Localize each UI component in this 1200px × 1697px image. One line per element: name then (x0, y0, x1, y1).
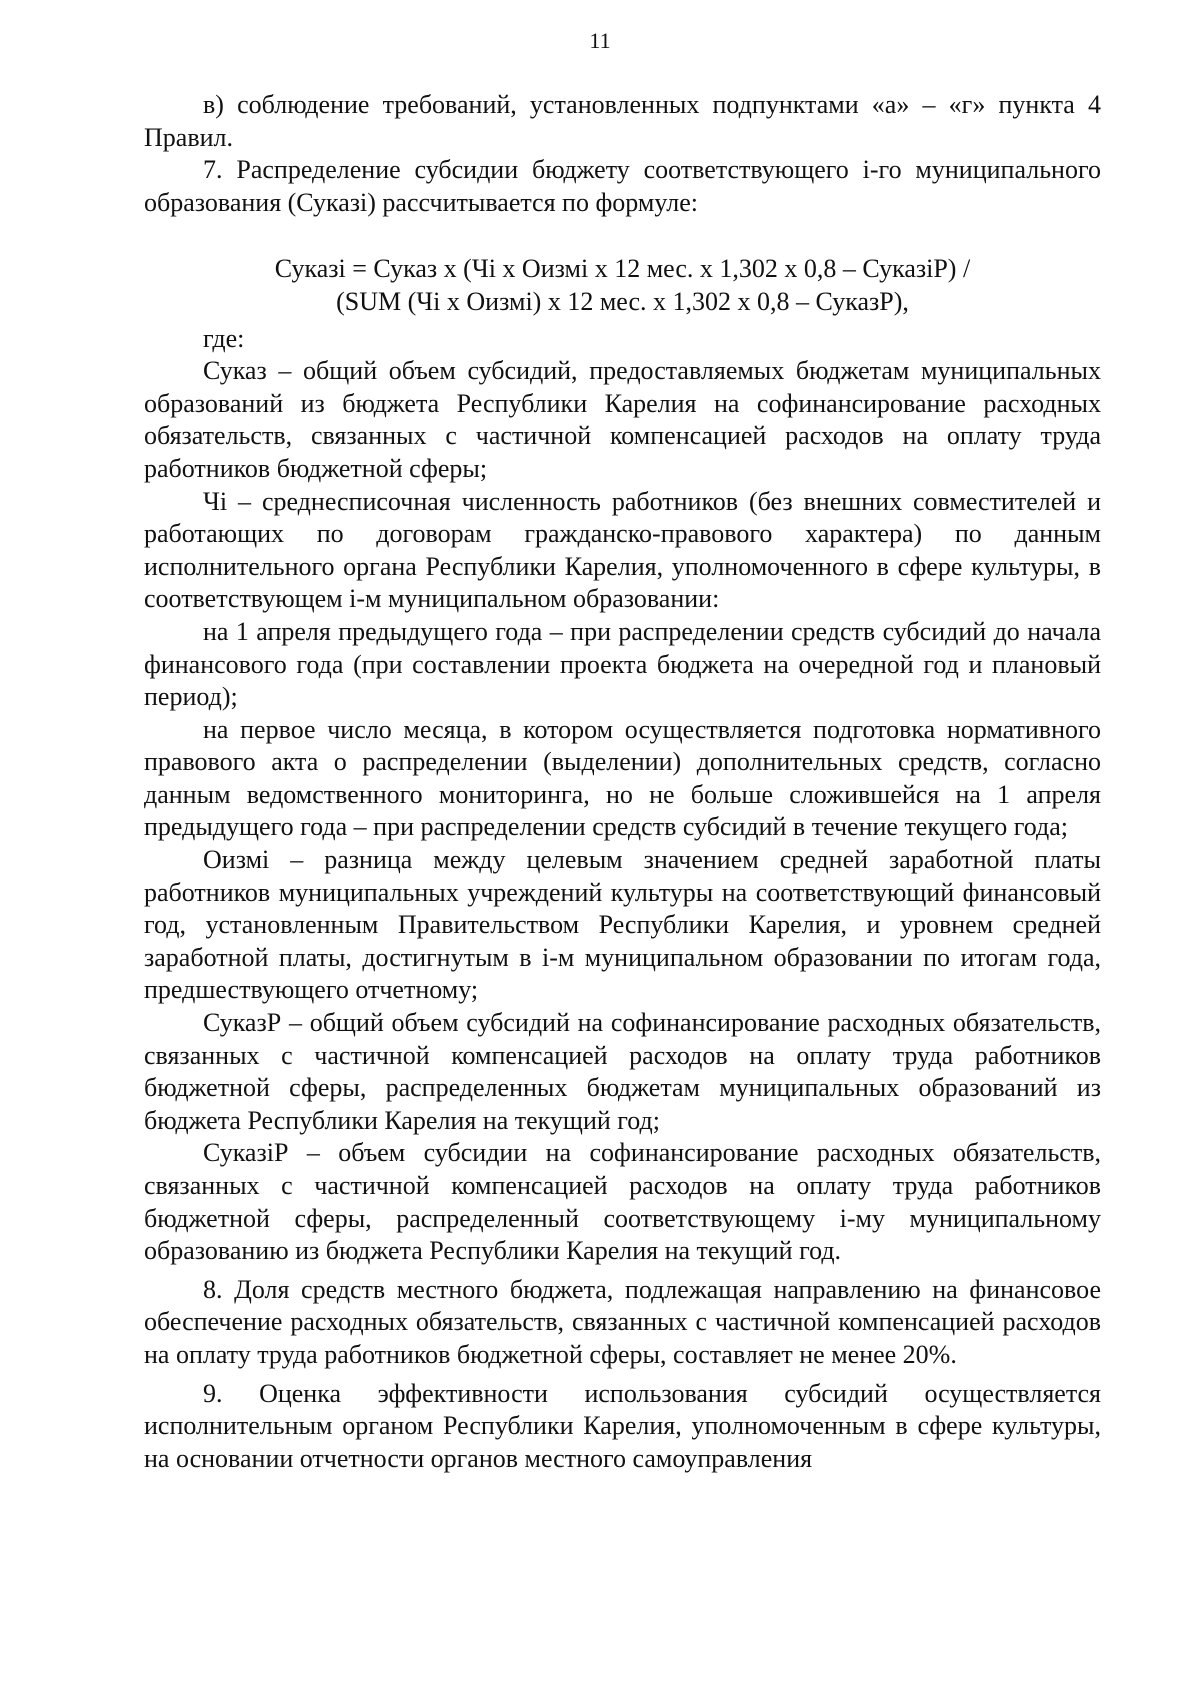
formula (144, 253, 1101, 318)
definition-oizmi: Оизмі – разница между целевым значением средней заработной платы работников муниципальных учреждений культуры на соответствующий финансовый год, установленным Правительством Республики Карелия, и уровнем средней заработной платы, достигнутым в і-м муниципальном образовании по итогам года, предшествующего отчетному; (144, 845, 1101, 1005)
formula-line-1: Суказі = Суказ х (Чі х Оизмі х 12 мес. х 1,302 х 0,8 – СуказіР) / (274, 254, 971, 284)
paragraph-subitem-v: в) соблюдение требований, установленных подпунктами «а» – «г» пункта 4 Правил. (144, 90, 1101, 152)
definition-chi-month: на первое число месяца, в котором осуществляется подготовка нормативного правового акта о распределении (выделении) дополнительных средств, согласно данным ведомственного мониторинга, но не больше сложившейся на 1 апреля предыдущего года – при распределении средств субсидий в течение текущего года; (144, 714, 1101, 842)
formula-line-2: (SUM (Чі х Оизмі) х 12 мес. х 1,302 х 0,8 – СуказР), (336, 286, 909, 316)
paragraph-8: 8. Доля средств местного бюджета, подлежащая направлению на финансовое обеспечение расходных обязательств, связанных с частичной компенсацией расходов на оплату труда работников бюджетной сферы, составляет не менее 20%. (144, 1274, 1101, 1369)
paragraph-9: 9. Оценка эффективности использования субсидий осуществляется исполнительным органом Республики Карелия, уполномоченным в сфере культуры, на основании отчетности органов местного самоуправления (144, 1378, 1101, 1473)
page-number: 11 (589, 28, 611, 53)
definition-sukazr: СуказР – общий объем субсидий на софинансирование расходных обязательств, связанных с частичной компенсацией расходов на оплату труда работников бюджетной сферы, распределенных бюджетам муниципальных образований из бюджета Республики Карелия на текущий год; (144, 1008, 1101, 1135)
definition-chi-april: на 1 апреля предыдущего года – при распределении средств субсидий до начала финансового года (при составлении проекта бюджета на очередной год и плановый период); (144, 616, 1101, 712)
where-label: где: (203, 323, 245, 353)
document-body (144, 89, 1101, 1475)
definition-sukaz: Суказ – общий объем субсидий, предоставляемых бюджетам муниципальных образований из бюджета Республики Карелия на софинансирование расходных обязательств, связанных с частичной компенсацией расходов на оплату труда работников бюджетной сферы; (144, 356, 1101, 483)
definition-sukazir: СуказіР – объем субсидии на софинансирование расходных обязательств, связанных с частичной компенсацией расходов на оплату труда работников бюджетной сферы, распределенный соответствующему і-му муниципальному образованию из бюджета Республики Карелия на текущий год. (144, 1138, 1101, 1266)
definition-chi: Чі – среднесписочная численность работников (без внешних совместителей и работающих по договорам гражданско-правового характера) по данным исполнительного органа Республики Карелия, уполномоченного в сфере культуры, в соответствующем і-м муниципальном образовании: (144, 486, 1101, 614)
paragraph-7: 7. Распределение субсидии бюджету соответствующего i-го муниципального образования (Суказі) рассчитывается по формуле: (144, 155, 1101, 217)
